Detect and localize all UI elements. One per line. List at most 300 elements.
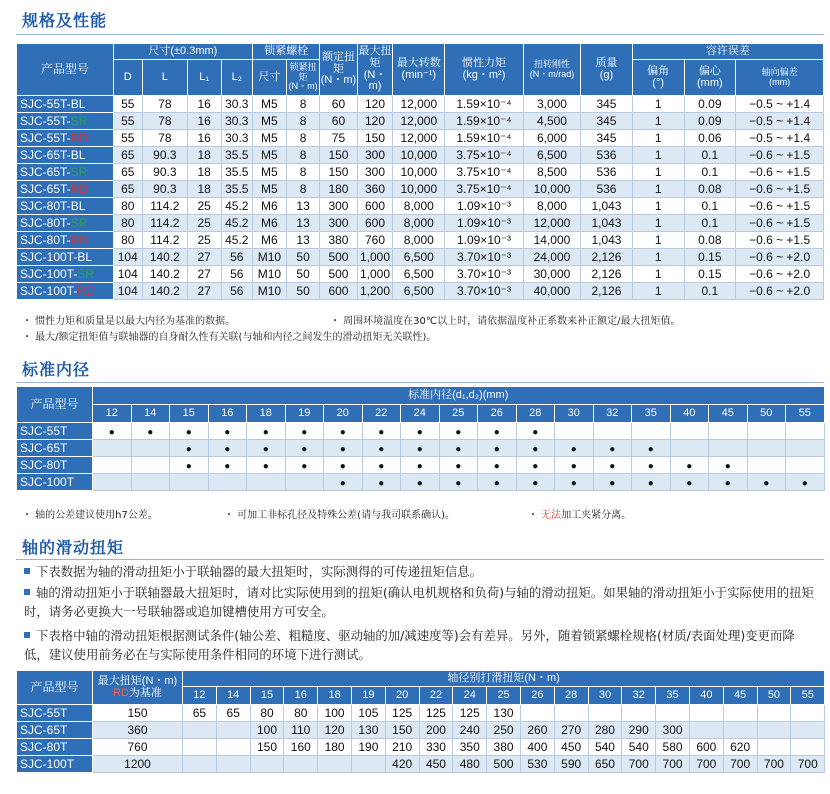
spec-cell-offset: 0.08 <box>684 181 736 198</box>
spec-cell-stiff: 3,000 <box>523 96 580 113</box>
bore-size-header: 40 <box>670 405 709 423</box>
slip-max-cell: 360 <box>93 722 183 739</box>
available-dot-icon: ● <box>493 461 500 472</box>
spec-cell-L2: 30.3 <box>221 96 253 113</box>
slip-value-cell: 105 <box>351 705 385 722</box>
spec-cell-bt: 13 <box>286 232 320 249</box>
slip-value-cell: 150 <box>250 739 284 756</box>
bore-size-header: 35 <box>632 405 671 423</box>
bore-size-header: 19 <box>285 405 324 423</box>
available-dot-icon: ● <box>763 478 770 489</box>
available-dot-icon: ● <box>339 478 346 489</box>
slip-size-header: 55 <box>791 687 825 705</box>
slip-value-cell: 380 <box>487 739 521 756</box>
slip-size-header: 12 <box>183 687 217 705</box>
spec-row <box>17 181 824 198</box>
slip-size-header: 28 <box>554 687 588 705</box>
spec-row <box>17 164 824 181</box>
bore-mark-cell <box>786 440 825 457</box>
spec-cell-max: 150 <box>357 130 393 147</box>
bore-mark-cell <box>170 440 209 457</box>
slip-value-cell: 150 <box>385 722 419 739</box>
bore-size-header: 15 <box>170 405 209 423</box>
available-dot-icon: ● <box>378 478 385 489</box>
slip-value-cell <box>250 756 284 773</box>
bore-mark-cell <box>555 474 594 491</box>
available-dot-icon: ● <box>185 427 192 438</box>
header-tolerance: 容许误差 <box>632 44 823 60</box>
spec-cell-L: 140.2 <box>142 249 187 266</box>
bore-size-header: 18 <box>247 405 286 423</box>
spec-model-cell: SJC-80T-BL <box>17 198 114 215</box>
slip-value-cell <box>520 705 554 722</box>
available-dot-icon: ● <box>378 461 385 472</box>
spec-cell-L1: 27 <box>187 249 221 266</box>
bore-mark-cell <box>593 457 632 474</box>
header-bolt-torque: 锁紧扭矩 (N・m) <box>286 60 320 96</box>
spec-cell-axial: −0.5 ~ +1.4 <box>736 130 824 147</box>
spec-row <box>17 113 824 130</box>
spec-cell-angle: 1 <box>632 96 684 113</box>
available-dot-icon: ● <box>378 444 385 455</box>
bore-mark-cell <box>555 440 594 457</box>
spec-cell-angle: 1 <box>632 232 684 249</box>
bore-model-cell: SJC-55T <box>17 423 93 440</box>
bore-size-header: 30 <box>555 405 594 423</box>
spec-cell-angle: 1 <box>632 249 684 266</box>
slip-value-cell <box>689 705 723 722</box>
bore-header-title: 标准内径(d₁,d₂)(mm) <box>93 387 825 405</box>
bore-mark-cell <box>593 423 632 440</box>
available-dot-icon: ● <box>416 427 423 438</box>
bore-mark-cell <box>170 457 209 474</box>
bore-mark-cell <box>247 423 286 440</box>
spec-cell-inertia: 1.09×10⁻³ <box>445 198 524 215</box>
spec-cell-stiff: 24,000 <box>523 249 580 266</box>
spec-cell-rated: 60 <box>320 113 357 130</box>
spec-cell-L1: 16 <box>187 96 221 113</box>
section-title-bore: 标准内径 <box>22 360 91 379</box>
spec-row <box>17 147 824 164</box>
spec-note-1: ・ 惯性力矩和质量是以最大内径为基准的数据。 <box>22 316 236 327</box>
spec-cell-D: 104 <box>113 283 142 300</box>
header-rated-torque: 额定扭矩 (N・m) <box>320 44 357 96</box>
spec-cell-L2: 35.5 <box>221 181 253 198</box>
bore-header-model: 产品型号 <box>17 387 93 423</box>
spec-cell-D: 65 <box>113 147 142 164</box>
divider <box>16 34 824 35</box>
slip-value-cell: 350 <box>453 739 487 756</box>
bore-mark-cell <box>439 440 478 457</box>
spec-model-cell: SJC-55T-SR <box>17 113 114 130</box>
slip-value-cell: 300 <box>656 722 690 739</box>
available-dot-icon: ● <box>147 427 154 438</box>
spec-cell-bolt: M6 <box>253 232 287 249</box>
slip-value-cell <box>588 705 622 722</box>
slip-table <box>16 670 825 773</box>
spec-cell-L2: 56 <box>221 266 253 283</box>
bore-size-header: 55 <box>786 405 825 423</box>
bore-size-header: 24 <box>401 405 440 423</box>
bullet-square-icon <box>24 632 30 638</box>
bore-mark-cell <box>285 423 324 440</box>
spec-cell-angle: 1 <box>632 164 684 181</box>
slip-value-cell: 210 <box>385 739 419 756</box>
slip-size-header: 30 <box>588 687 622 705</box>
bore-mark-cell <box>670 440 709 457</box>
spec-cell-D: 55 <box>113 113 142 130</box>
spec-cell-stiff: 10,000 <box>523 181 580 198</box>
available-dot-icon: ● <box>301 461 308 472</box>
header-axial: 轴向偏差 (mm) <box>736 60 824 96</box>
spec-row <box>17 232 824 249</box>
spec-cell-L1: 18 <box>187 181 221 198</box>
spec-cell-stiff: 30,000 <box>523 266 580 283</box>
slip-row <box>17 756 825 773</box>
spec-cell-bt: 13 <box>286 198 320 215</box>
bore-mark-cell <box>632 457 671 474</box>
bore-mark-cell <box>362 457 401 474</box>
slip-value-cell: 125 <box>453 705 487 722</box>
spec-cell-speed: 12,000 <box>393 130 445 147</box>
spec-cell-bt: 50 <box>286 266 320 283</box>
available-dot-icon: ● <box>570 444 577 455</box>
slip-bullet-2: 轴的滑动扭矩小于联轴器最大扭矩时，请对比实际使用到的扭矩(确认电机规格和负荷)与轴的滑动扭矩。如果轴的滑动扭矩小于实际使用的扭矩时，请务必更换大一号联轴器或追加键槽使用方可安全。 <box>24 585 814 619</box>
slip-value-cell <box>183 722 217 739</box>
slip-size-header: 15 <box>250 687 284 705</box>
bullet-square-icon <box>24 589 30 595</box>
bore-mark-cell <box>786 474 825 491</box>
slip-row <box>17 739 825 756</box>
slip-value-cell: 700 <box>622 756 656 773</box>
spec-cell-offset: 0.15 <box>684 266 736 283</box>
bore-mark-cell <box>632 423 671 440</box>
available-dot-icon: ● <box>493 444 500 455</box>
spec-row <box>17 249 824 266</box>
slip-value-cell <box>723 705 757 722</box>
bore-mark-cell <box>247 474 286 491</box>
spec-cell-L1: 25 <box>187 198 221 215</box>
spec-cell-bt: 50 <box>286 283 320 300</box>
available-dot-icon: ● <box>301 427 308 438</box>
bore-mark-cell <box>247 457 286 474</box>
bore-mark-cell <box>131 440 170 457</box>
spec-cell-inertia: 1.09×10⁻³ <box>445 232 524 249</box>
spec-cell-L: 140.2 <box>142 283 187 300</box>
available-dot-icon: ● <box>724 478 731 489</box>
spec-cell-mass: 345 <box>581 113 633 130</box>
spec-cell-offset: 0.09 <box>684 113 736 130</box>
bore-mark-cell <box>632 474 671 491</box>
spec-cell-L2: 30.3 <box>221 113 253 130</box>
bore-mark-cell <box>670 457 709 474</box>
available-dot-icon: ● <box>339 461 346 472</box>
spec-cell-bolt: M5 <box>253 164 287 181</box>
slip-value-cell: 125 <box>419 705 453 722</box>
bore-mark-cell <box>401 457 440 474</box>
slip-value-cell <box>791 705 825 722</box>
slip-value-cell: 330 <box>419 739 453 756</box>
spec-cell-speed: 6,500 <box>393 283 445 300</box>
spec-row <box>17 215 824 232</box>
bore-mark-cell <box>709 457 748 474</box>
spec-cell-mass: 2,126 <box>581 266 633 283</box>
spec-cell-bt: 8 <box>286 130 320 147</box>
spec-cell-max: 600 <box>357 215 393 232</box>
slip-value-cell <box>656 705 690 722</box>
slip-value-cell: 125 <box>385 705 419 722</box>
spec-cell-axial: −0.6 ~ +1.5 <box>736 215 824 232</box>
spec-cell-rated: 600 <box>320 283 357 300</box>
available-dot-icon: ● <box>416 444 423 455</box>
available-dot-icon: ● <box>108 427 115 438</box>
bore-mark-cell <box>285 440 324 457</box>
spec-cell-speed: 8,000 <box>393 198 445 215</box>
bore-size-header: 14 <box>131 405 170 423</box>
available-dot-icon: ● <box>262 461 269 472</box>
available-dot-icon: ● <box>416 478 423 489</box>
spec-cell-D: 80 <box>113 215 142 232</box>
spec-cell-rated: 380 <box>320 232 357 249</box>
spec-cell-axial: −0.6 ~ +2.0 <box>736 249 824 266</box>
bore-mark-cell <box>93 440 132 457</box>
slip-value-cell <box>351 756 385 773</box>
bore-mark-cell <box>285 457 324 474</box>
slip-value-cell: 80 <box>250 705 284 722</box>
spec-cell-angle: 1 <box>632 266 684 283</box>
spec-cell-speed: 6,500 <box>393 266 445 283</box>
spec-cell-rated: 500 <box>320 266 357 283</box>
slip-size-header: 24 <box>453 687 487 705</box>
bore-mark-cell <box>208 474 247 491</box>
spec-cell-stiff: 40,000 <box>523 283 580 300</box>
header-bolt: 锁紧螺栓 <box>253 44 320 60</box>
spec-cell-L: 78 <box>142 130 187 147</box>
spec-cell-max: 360 <box>357 181 393 198</box>
bore-mark-cell <box>439 423 478 440</box>
spec-row <box>17 283 824 300</box>
header-stiffness: 扭转刚性 (N・m/rad) <box>523 44 580 96</box>
spec-cell-L1: 27 <box>187 266 221 283</box>
slip-size-header: 25 <box>487 687 521 705</box>
available-dot-icon: ● <box>532 478 539 489</box>
spec-note-3: ・ 最大/额定扭矩值与联轴器的自身耐久性有关联(与轴和内径之间发生的滑动扭矩无关联性)。 <box>22 332 437 343</box>
spec-cell-rated: 180 <box>320 181 357 198</box>
spec-cell-speed: 6,500 <box>393 249 445 266</box>
slip-value-cell: 700 <box>723 756 757 773</box>
available-dot-icon: ● <box>609 461 616 472</box>
spec-cell-bolt: M6 <box>253 215 287 232</box>
slip-size-header: 40 <box>689 687 723 705</box>
slip-value-cell: 190 <box>351 739 385 756</box>
slip-size-header: 32 <box>622 687 656 705</box>
bore-mark-cell <box>670 474 709 491</box>
spec-cell-L2: 45.2 <box>221 198 253 215</box>
spec-cell-mass: 345 <box>581 96 633 113</box>
available-dot-icon: ● <box>647 461 654 472</box>
spec-cell-L2: 30.3 <box>221 130 253 147</box>
header-bolt-size: 尺寸 <box>253 60 287 96</box>
slip-value-cell <box>216 739 250 756</box>
bore-mark-cell <box>208 457 247 474</box>
header-model: 产品型号 <box>17 44 114 96</box>
bore-mark-cell <box>401 440 440 457</box>
available-dot-icon: ● <box>416 461 423 472</box>
slip-max-cell: 150 <box>93 705 183 722</box>
bore-row <box>17 457 825 474</box>
slip-value-cell <box>183 739 217 756</box>
available-dot-icon: ● <box>724 461 731 472</box>
spec-cell-mass: 536 <box>581 164 633 181</box>
slip-value-cell: 540 <box>622 739 656 756</box>
spec-cell-L1: 25 <box>187 232 221 249</box>
slip-value-cell <box>284 756 318 773</box>
spec-cell-mass: 1,043 <box>581 232 633 249</box>
header-D: D <box>113 60 142 96</box>
slip-value-cell: 600 <box>689 739 723 756</box>
available-dot-icon: ● <box>455 461 462 472</box>
spec-model-cell: SJC-100T-SR <box>17 266 114 283</box>
spec-cell-offset: 0.1 <box>684 164 736 181</box>
slip-value-cell: 290 <box>622 722 656 739</box>
spec-cell-bolt: M10 <box>253 283 287 300</box>
header-max-speed: 最大转数 (min⁻¹) <box>393 44 445 96</box>
spec-cell-bt: 8 <box>286 164 320 181</box>
available-dot-icon: ● <box>339 427 346 438</box>
spec-cell-axial: −0.6 ~ +1.5 <box>736 164 824 181</box>
spec-cell-inertia: 3.75×10⁻⁴ <box>445 147 524 164</box>
spec-cell-mass: 2,126 <box>581 283 633 300</box>
slip-value-cell <box>622 705 656 722</box>
spec-cell-mass: 1,043 <box>581 198 633 215</box>
bore-model-cell: SJC-100T <box>17 474 93 491</box>
slip-row <box>17 722 825 739</box>
slip-size-header: 35 <box>656 687 690 705</box>
slip-header-model: 产品型号 <box>17 671 93 705</box>
bore-model-cell: SJC-65T <box>17 440 93 457</box>
spec-cell-angle: 1 <box>632 283 684 300</box>
spec-cell-inertia: 1.59×10⁻⁴ <box>445 96 524 113</box>
slip-value-cell <box>318 756 352 773</box>
spec-cell-offset: 0.1 <box>684 283 736 300</box>
spec-cell-L2: 45.2 <box>221 232 253 249</box>
bore-mark-cell <box>401 423 440 440</box>
header-dimensions: 尺寸(±0.3mm) <box>113 44 252 60</box>
spec-cell-inertia: 1.59×10⁻⁴ <box>445 130 524 147</box>
spec-model-cell: SJC-65T-SR <box>17 164 114 181</box>
bore-size-header: 45 <box>709 405 748 423</box>
bore-size-header: 25 <box>439 405 478 423</box>
bore-mark-cell <box>516 423 555 440</box>
spec-cell-offset: 0.06 <box>684 130 736 147</box>
bore-mark-cell <box>439 457 478 474</box>
bore-mark-cell <box>439 474 478 491</box>
slip-value-cell: 240 <box>453 722 487 739</box>
spec-model-cell: SJC-80T-SR <box>17 215 114 232</box>
spec-cell-L: 78 <box>142 113 187 130</box>
spec-cell-D: 55 <box>113 96 142 113</box>
spec-cell-max: 300 <box>357 164 393 181</box>
spec-cell-offset: 0.15 <box>684 249 736 266</box>
slip-size-header: 50 <box>757 687 791 705</box>
slip-model-cell: SJC-65T <box>17 722 93 739</box>
spec-cell-D: 55 <box>113 130 142 147</box>
bore-size-header: 12 <box>93 405 132 423</box>
spec-cell-rated: 75 <box>320 130 357 147</box>
spec-cell-inertia: 3.70×10⁻³ <box>445 283 524 300</box>
slip-size-header: 20 <box>385 687 419 705</box>
slip-value-cell: 650 <box>588 756 622 773</box>
slip-model-cell: SJC-55T <box>17 705 93 722</box>
slip-value-cell: 700 <box>656 756 690 773</box>
bore-row <box>17 440 825 457</box>
slip-model-cell: SJC-80T <box>17 739 93 756</box>
spec-cell-rated: 300 <box>320 215 357 232</box>
slip-value-cell: 700 <box>757 756 791 773</box>
slip-value-cell: 590 <box>554 756 588 773</box>
spec-cell-bolt: M5 <box>253 96 287 113</box>
spec-cell-axial: −0.5 ~ +1.4 <box>736 113 824 130</box>
spec-cell-rated: 300 <box>320 198 357 215</box>
spec-cell-D: 65 <box>113 164 142 181</box>
spec-cell-L: 90.3 <box>142 164 187 181</box>
spec-cell-bt: 8 <box>286 96 320 113</box>
bore-note-2: ・ 可加工非标孔径及特殊公差(请与我司联系确认)。 <box>224 510 455 521</box>
spec-cell-bolt: M10 <box>253 249 287 266</box>
bore-size-header: 22 <box>362 405 401 423</box>
bore-mark-cell <box>131 423 170 440</box>
bore-mark-cell <box>747 423 786 440</box>
spec-model-cell: SJC-65T-RD <box>17 181 114 198</box>
bore-mark-cell <box>324 457 363 474</box>
bore-mark-cell <box>747 440 786 457</box>
spec-cell-speed: 10,000 <box>393 181 445 198</box>
available-dot-icon: ● <box>647 478 654 489</box>
spec-cell-stiff: 8,500 <box>523 164 580 181</box>
slip-value-cell: 100 <box>250 722 284 739</box>
slip-value-cell <box>689 722 723 739</box>
available-dot-icon: ● <box>378 427 385 438</box>
slip-size-header: 45 <box>723 687 757 705</box>
slip-model-cell: SJC-100T <box>17 756 93 773</box>
spec-cell-bt: 8 <box>286 181 320 198</box>
spec-cell-axial: −0.6 ~ +2.0 <box>736 283 824 300</box>
slip-size-header: 22 <box>419 687 453 705</box>
spec-cell-L1: 16 <box>187 130 221 147</box>
bore-mark-cell <box>362 423 401 440</box>
spec-cell-L1: 18 <box>187 147 221 164</box>
spec-cell-rated: 150 <box>320 147 357 164</box>
slip-value-cell: 65 <box>183 705 217 722</box>
slip-max-cell: 1200 <box>93 756 183 773</box>
bore-mark-cell <box>632 440 671 457</box>
spec-cell-axial: −0.6 ~ +1.5 <box>736 181 824 198</box>
spec-cell-L: 140.2 <box>142 266 187 283</box>
spec-cell-D: 104 <box>113 249 142 266</box>
slip-value-cell <box>554 705 588 722</box>
spec-cell-max: 600 <box>357 198 393 215</box>
slip-value-cell: 480 <box>453 756 487 773</box>
slip-value-cell: 540 <box>588 739 622 756</box>
header-L1: L₁ <box>187 60 221 96</box>
spec-cell-max: 300 <box>357 147 393 164</box>
slip-max-cell: 760 <box>93 739 183 756</box>
bore-table <box>16 386 825 491</box>
spec-cell-L2: 56 <box>221 283 253 300</box>
bore-mark-cell <box>709 423 748 440</box>
spec-cell-angle: 1 <box>632 181 684 198</box>
spec-cell-stiff: 12,000 <box>523 215 580 232</box>
